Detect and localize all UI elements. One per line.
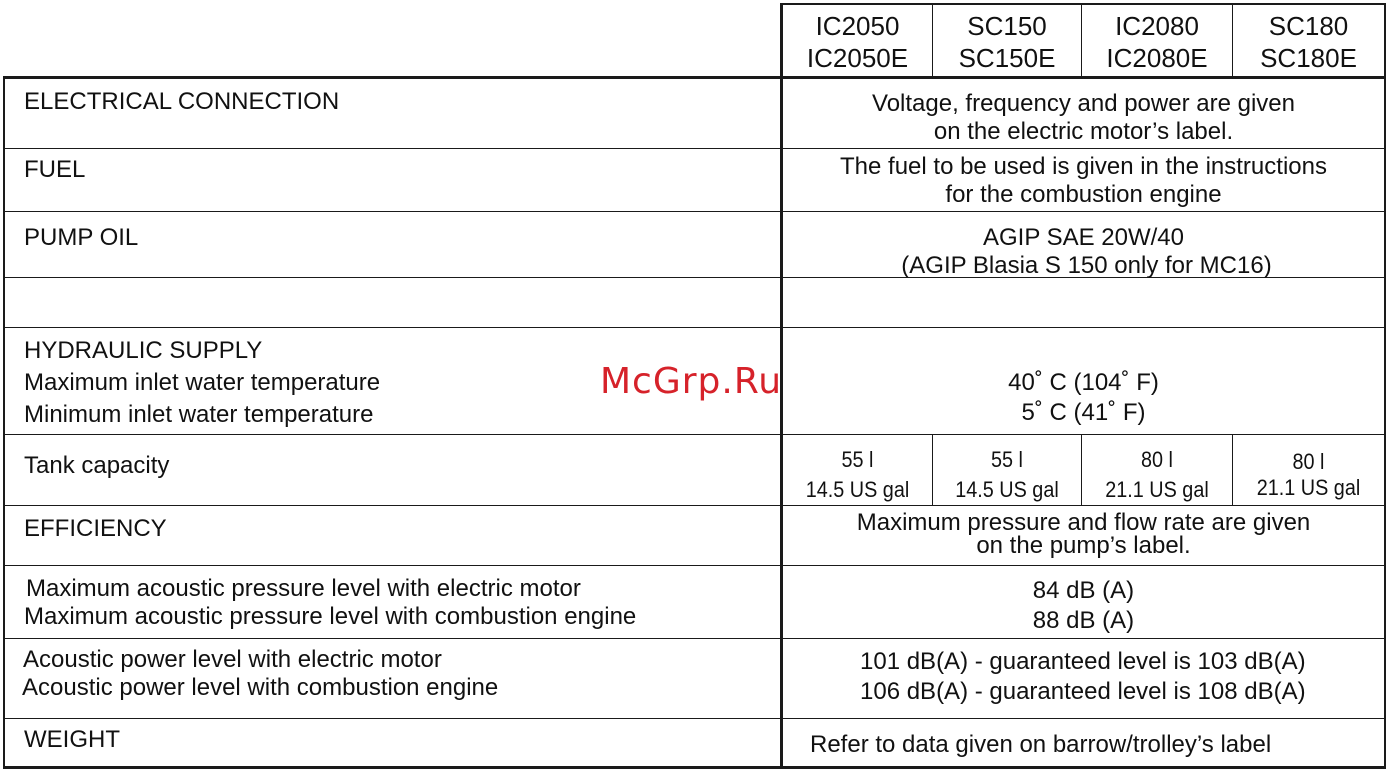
model-name: IC2050E [806,43,909,73]
tank-capacity-1 [790,447,924,503]
tank-gallons: 14.5 US gal [955,477,1059,502]
tank-litres: 55 l [991,447,1023,472]
table-border-top [3,76,1386,79]
min-inlet-temp-label: Minimum inlet water temperature [24,401,374,428]
tank-gallons: 21.1 US gal [1256,475,1361,500]
tank-divider-1 [932,434,933,505]
pump-oil-value [783,224,1384,280]
pump-oil-value-line: (AGIP Blasia S 150 only for MC16) [901,252,1272,279]
row-divider [3,327,1386,328]
min-inlet-temp-value: 5˚ C (41˚ F) [1021,399,1146,426]
model-name: SC180E [1260,43,1357,73]
tank-capacity-label: Tank capacity [24,452,170,479]
efficiency-value-line: Maximum pressure and flow rate are given [856,509,1311,536]
weight-label: WEIGHT [24,726,120,753]
fuel-label: FUEL [24,156,86,183]
fuel-value-line: for the combustion engine [945,181,1222,208]
acoustic-pressure-combustion-label: Maximum acoustic pressure level with combustion engine [24,603,637,630]
tank-capacity-4 [1241,449,1377,501]
efficiency-value [783,511,1384,557]
row-divider [3,434,1386,435]
tank-capacity-2 [940,447,1073,503]
acoustic-power-values [860,647,1306,707]
weight-value: Refer to data given on barrow/trolley’s label [810,731,1272,758]
electrical-label: ELECTRICAL CONNECTION [24,88,340,115]
table-border-top-header [782,3,1386,5]
row-divider [3,638,1386,639]
model-header-1 [783,10,932,74]
row-divider [3,505,1386,506]
tank-capacity-3 [1090,447,1225,503]
model-name: IC2050 [815,11,900,41]
fuel-value [783,153,1384,209]
electrical-value-line: Voltage, frequency and power are given [872,90,1295,117]
pump-oil-value-line: AGIP SAE 20W/40 [983,224,1184,251]
acoustic-power-combustion-label: Acoustic power level with combustion engine [22,674,499,701]
fuel-value-line: The fuel to be used is given in the instructions [840,153,1327,180]
model-name: SC180 [1268,11,1349,41]
acoustic-pressure-combustion-value: 88 dB (A) [1032,607,1135,634]
acoustic-pressure-values [783,576,1384,636]
electrical-value-line: on the electric motor’s label. [933,118,1234,145]
hydraulic-label: HYDRAULIC SUPPLY [24,337,263,364]
model-name: SC150 [967,11,1047,41]
row-divider [3,211,1386,212]
efficiency-value-line: on the pump’s label. [976,532,1191,559]
model-name: IC2080 [1115,11,1199,41]
tank-divider-3 [1232,434,1233,505]
acoustic-pressure-labels [24,575,636,631]
acoustic-power-electric-value: 101 dB(A) - guaranteed level is 103 dB(A) [860,648,1306,675]
row-divider [3,565,1386,566]
tank-litres: 80 l [1141,447,1173,472]
acoustic-pressure-electric-value: 84 dB (A) [1032,577,1135,604]
tank-gallons: 21.1 US gal [1105,477,1209,502]
tank-gallons: 14.5 US gal [805,477,910,502]
watermark: McGrp.Ru [600,361,783,402]
table-border-right [1384,3,1386,769]
table-border-left [3,76,5,769]
max-inlet-temp-value: 40˚ C (104˚ F) [1008,369,1159,396]
electrical-value [783,90,1384,146]
model-header-4 [1233,10,1384,74]
acoustic-power-electric-label: Acoustic power level with electric motor [23,646,442,673]
acoustic-power-combustion-value: 106 dB(A) - guaranteed level is 108 dB(A) [860,678,1306,705]
tank-litres: 55 l [841,447,874,472]
row-divider [3,148,1386,149]
acoustic-pressure-electric-label: Maximum acoustic pressure level with electric motor [26,575,581,602]
row-divider [3,718,1386,719]
model-name: SC150E [958,43,1056,73]
acoustic-power-labels [22,646,498,702]
model-header-2 [933,10,1081,74]
table-border-bottom [3,766,1386,769]
tank-divider-2 [1081,434,1082,505]
pump-oil-label: PUMP OIL [24,224,139,251]
model-header-3 [1082,10,1232,74]
efficiency-label: EFFICIENCY [24,515,167,542]
model-name: IC2080E [1106,43,1208,73]
max-inlet-temp-label: Maximum inlet water temperature [24,369,381,396]
tank-litres: 80 l [1292,449,1325,474]
